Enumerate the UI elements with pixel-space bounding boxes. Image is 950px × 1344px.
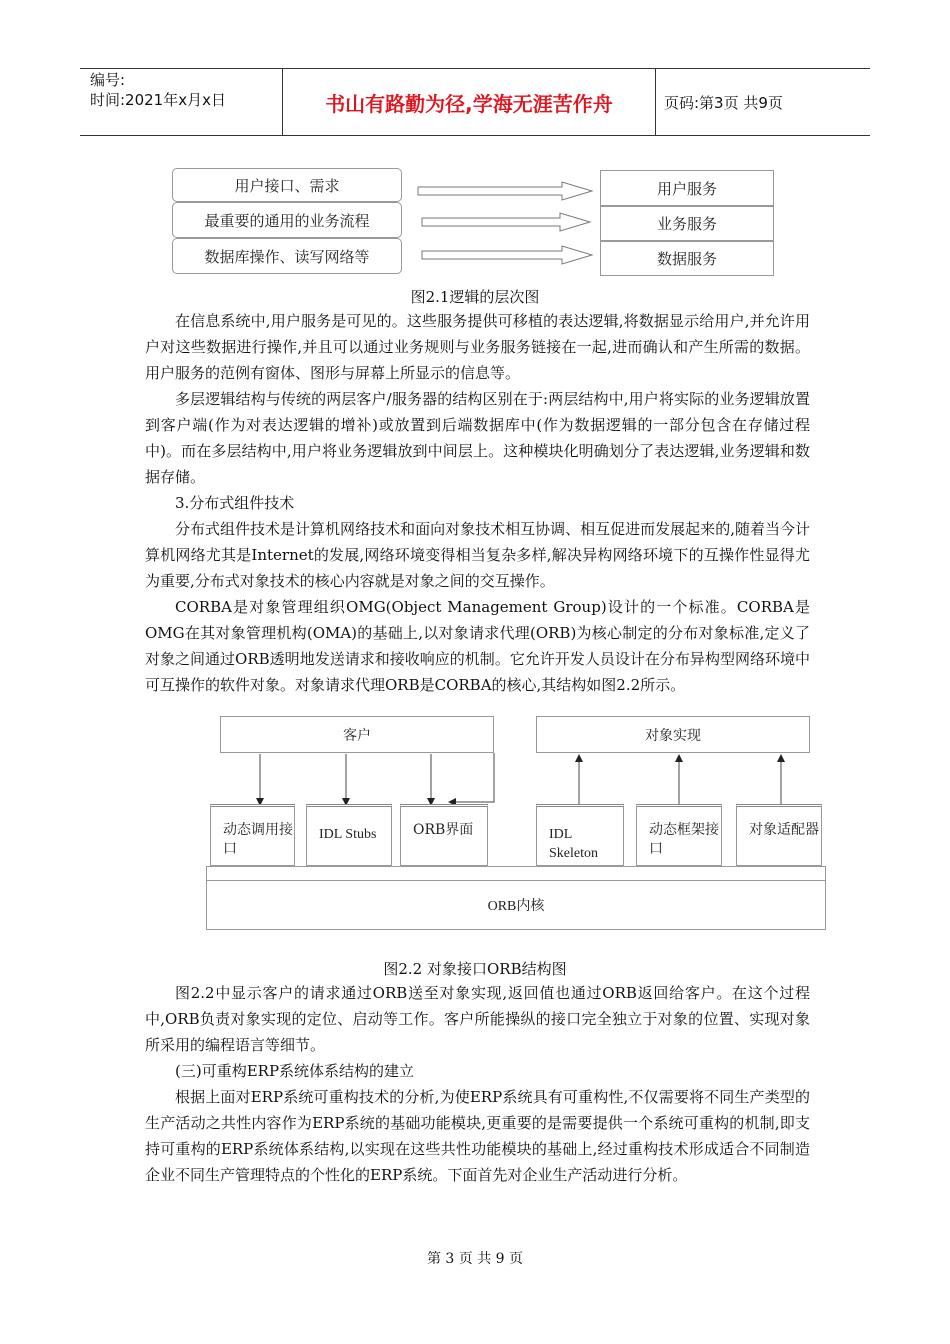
body-text-b xyxy=(145,980,810,1188)
idl-stubs-box: IDL Stubs xyxy=(306,804,392,866)
object-adapter-box: 对象适配器 xyxy=(736,804,822,866)
document-number: 编号: xyxy=(90,71,126,89)
orb-interface-box: ORB界面 xyxy=(400,804,488,866)
layer-box-database-ops: 数据库操作、读写网络等 xyxy=(172,238,402,274)
page-footer: 第 3 页 共 9 页 xyxy=(426,1251,524,1267)
header-page-number: 页码:第3页 共9页 xyxy=(664,94,783,112)
dsi-box: 动态框架接口 xyxy=(636,804,722,866)
service-box-data: 数据服务 xyxy=(600,241,774,276)
header-motto: 书山有路勤为径,学海无涯苦作舟 xyxy=(325,91,613,116)
header-divider-2 xyxy=(655,68,656,136)
paragraph: CORBA是对象管理组织OMG(Object Management Group)设计的一个标准。CORBA是OMG在其对象管理机构(OMA)的基础上,以对象请求代理(ORB)为核心制定的分布对象标准,定义了对象之间通过ORB透明地发送请求和接收响应的机制。它允许开发人员设计在分布异构型网络环境中可互操作的软件对象。对象请求代理ORB是CORBA的核心,其结构如图2.2所示。 xyxy=(145,598,810,694)
idl-skeleton-box: IDL Skeleton xyxy=(536,804,624,866)
layer-box-business-process: 最重要的通用的业务流程 xyxy=(172,202,402,238)
dii-box: 动态调用接口 xyxy=(210,804,295,866)
section-heading: (三)可重构ERP系统体系结构的建立 xyxy=(175,1062,415,1080)
arrow-business-service xyxy=(422,213,590,231)
paragraph: 根据上面对ERP系统可重构技术的分析,为使ERP系统具有可重构性,不仅需要将不同生产类型的生产活动之共性内容作为ERP系统的基础功能模块,更重要的是需要提供一个系统可重构的机制,即支持可重构的ERP系统体系结构,以实现在这些共性功能模块的基础上,经过重构技术形成适合不同制造企业不同生产管理特点的个性化的ERP系统。下面首先对企业生产活动进行分析。 xyxy=(145,1088,810,1184)
orb-core-box: ORB内核 xyxy=(206,880,826,930)
body-text-a xyxy=(145,308,810,698)
arrow-user-service xyxy=(418,182,592,200)
object-impl-box: 对象实现 xyxy=(536,716,810,753)
paragraph: 分布式组件技术是计算机网络技术和面向对象技术相互协调、相互促进而发展起来的,随着当今计算机网络尤其是Internet的发展,网络环境变得相当复杂多样,解决异构网络环境下的互操作性显得尤为重要,分布式对象技术的核心内容就是对象之间的交互操作。 xyxy=(145,520,810,590)
service-box-user: 用户服务 xyxy=(600,170,774,206)
paragraph: 图2.2中显示客户的请求通过ORB送至对象实现,返回值也通过ORB返回给客户。在这个过程中,ORB负责对象实现的定位、启动等工作。客户所能操纵的接口完全独立于对象的位置、实现对象所采用的编程语言等细节。 xyxy=(145,984,810,1054)
document-time: 时间:2021年x月x日 xyxy=(90,91,226,109)
figure1-caption: 图2.1逻辑的层次图 xyxy=(410,288,540,306)
header-meta xyxy=(90,70,226,110)
orb-core-top-band xyxy=(206,866,826,880)
section-heading: 3.分布式组件技术 xyxy=(175,494,295,512)
paragraph: 在信息系统中,用户服务是可见的。这些服务提供可移植的表达逻辑,将数据显示给用户,并允许用户对这些数据进行操作,并且可以通过业务规则与业务服务链接在一起,进而确认和产生所需的数据。用户服务的范例有窗体、图形与屏幕上所显示的信息等。 xyxy=(145,312,810,382)
arrow-data-service xyxy=(422,246,592,264)
client-box: 客户 xyxy=(220,716,494,753)
layer-arrows xyxy=(412,178,602,268)
figure2-caption: 图2.2 对象接口ORB结构图 xyxy=(383,960,567,978)
arrow-impl-to-orb-interface xyxy=(452,753,494,802)
orb-arrows xyxy=(200,752,840,812)
layer-box-user-interface: 用户接口、需求 xyxy=(172,168,402,202)
paragraph: 多层逻辑结构与传统的两层客户/服务器的结构区别在于:两层结构中,用户将实际的业务逻辑放置到客户端(作为对表达逻辑的增补)或放置到后端数据库中(作为数据逻辑的一部分包含在存储过程中)。而在多层结构中,用户将业务逻辑放到中间层上。这种模块化明确划分了表达逻辑,业务逻辑和数据存储。 xyxy=(145,390,810,486)
service-box-business: 业务服务 xyxy=(600,206,774,241)
